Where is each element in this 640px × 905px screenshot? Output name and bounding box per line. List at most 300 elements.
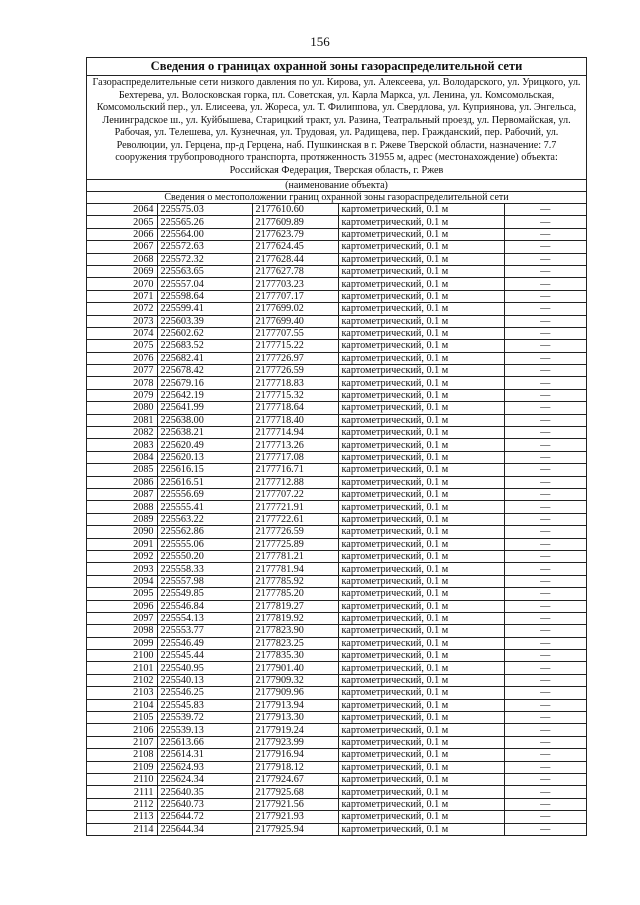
dash-cell: — xyxy=(504,550,586,562)
dash-cell: — xyxy=(504,687,586,699)
x-coordinate-cell: 225640.73 xyxy=(157,798,252,810)
dash-cell: — xyxy=(504,563,586,575)
dash-cell: — xyxy=(504,724,586,736)
method-cell: картометрический, 0.1 м xyxy=(338,439,504,451)
point-number-cell: 2101 xyxy=(87,662,157,674)
table-row xyxy=(87,451,586,463)
point-number-cell: 2089 xyxy=(87,513,157,525)
dash-cell: — xyxy=(504,650,586,662)
x-coordinate-cell: 225640.35 xyxy=(157,786,252,798)
dash-cell: — xyxy=(504,340,586,352)
x-coordinate-cell: 225546.25 xyxy=(157,687,252,699)
method-cell: картометрический, 0.1 м xyxy=(338,712,504,724)
table-row xyxy=(87,216,586,228)
dash-cell: — xyxy=(504,216,586,228)
point-number-cell: 2106 xyxy=(87,724,157,736)
y-coordinate-cell: 2177628.44 xyxy=(252,253,338,265)
point-number-cell: 2108 xyxy=(87,749,157,761)
y-coordinate-cell: 2177925.94 xyxy=(252,823,338,835)
dash-cell: — xyxy=(504,761,586,773)
point-number-cell: 2068 xyxy=(87,253,157,265)
point-number-cell: 2083 xyxy=(87,439,157,451)
dash-cell: — xyxy=(504,513,586,525)
point-number-cell: 2097 xyxy=(87,612,157,624)
y-coordinate-cell: 2177627.78 xyxy=(252,265,338,277)
method-cell: картометрический, 0.1 м xyxy=(338,204,504,216)
method-cell: картометрический, 0.1 м xyxy=(338,228,504,240)
x-coordinate-cell: 225613.66 xyxy=(157,736,252,748)
table-row xyxy=(87,550,586,562)
method-cell: картометрический, 0.1 м xyxy=(338,464,504,476)
point-number-cell: 2086 xyxy=(87,476,157,488)
point-number-cell: 2082 xyxy=(87,427,157,439)
y-coordinate-cell: 2177909.96 xyxy=(252,687,338,699)
x-coordinate-cell: 225638.00 xyxy=(157,414,252,426)
point-number-cell: 2073 xyxy=(87,315,157,327)
coordinates-table xyxy=(87,204,586,835)
point-number-cell: 2098 xyxy=(87,625,157,637)
page-number: 156 xyxy=(310,34,330,49)
table-row xyxy=(87,674,586,686)
x-coordinate-cell: 225546.84 xyxy=(157,600,252,612)
x-coordinate-cell: 225545.44 xyxy=(157,650,252,662)
table-row xyxy=(87,600,586,612)
table-row xyxy=(87,699,586,711)
x-coordinate-cell: 225575.03 xyxy=(157,204,252,216)
x-coordinate-cell: 225598.64 xyxy=(157,290,252,302)
method-cell: картометрический, 0.1 м xyxy=(338,476,504,488)
table-row xyxy=(87,736,586,748)
y-coordinate-cell: 2177609.89 xyxy=(252,216,338,228)
x-coordinate-cell: 225620.49 xyxy=(157,439,252,451)
x-coordinate-cell: 225641.99 xyxy=(157,402,252,414)
point-number-cell: 2087 xyxy=(87,488,157,500)
y-coordinate-cell: 2177819.27 xyxy=(252,600,338,612)
x-coordinate-cell: 225563.65 xyxy=(157,265,252,277)
x-coordinate-cell: 225545.83 xyxy=(157,699,252,711)
table-row xyxy=(87,575,586,587)
y-coordinate-cell: 2177713.26 xyxy=(252,439,338,451)
method-cell: картометрический, 0.1 м xyxy=(338,365,504,377)
point-number-cell: 2066 xyxy=(87,228,157,240)
dash-cell: — xyxy=(504,303,586,315)
table-row xyxy=(87,612,586,624)
x-coordinate-cell: 225565.26 xyxy=(157,216,252,228)
table-row xyxy=(87,278,586,290)
point-number-cell: 2109 xyxy=(87,761,157,773)
x-coordinate-cell: 225553.77 xyxy=(157,625,252,637)
dash-cell: — xyxy=(504,476,586,488)
dash-cell: — xyxy=(504,290,586,302)
point-number-cell: 2080 xyxy=(87,402,157,414)
y-coordinate-cell: 2177918.12 xyxy=(252,761,338,773)
x-coordinate-cell: 225572.63 xyxy=(157,241,252,253)
method-cell: картометрический, 0.1 м xyxy=(338,402,504,414)
point-number-cell: 2111 xyxy=(87,786,157,798)
x-coordinate-cell: 225602.62 xyxy=(157,327,252,339)
point-number-cell: 2114 xyxy=(87,823,157,835)
method-cell: картометрический, 0.1 м xyxy=(338,550,504,562)
point-number-cell: 2102 xyxy=(87,674,157,686)
point-number-cell: 2081 xyxy=(87,414,157,426)
x-coordinate-cell: 225539.13 xyxy=(157,724,252,736)
method-cell: картометрический, 0.1 м xyxy=(338,798,504,810)
point-number-cell: 2079 xyxy=(87,389,157,401)
x-coordinate-cell: 225679.16 xyxy=(157,377,252,389)
y-coordinate-cell: 2177718.64 xyxy=(252,402,338,414)
method-cell: картометрический, 0.1 м xyxy=(338,501,504,513)
point-number-cell: 2071 xyxy=(87,290,157,302)
dash-cell: — xyxy=(504,265,586,277)
table-row xyxy=(87,265,586,277)
dash-cell: — xyxy=(504,278,586,290)
table-row xyxy=(87,786,586,798)
method-cell: картометрический, 0.1 м xyxy=(338,216,504,228)
x-coordinate-cell: 225599.41 xyxy=(157,303,252,315)
dash-cell: — xyxy=(504,736,586,748)
method-cell: картометрический, 0.1 м xyxy=(338,563,504,575)
x-coordinate-cell: 225644.72 xyxy=(157,811,252,823)
x-coordinate-cell: 225557.98 xyxy=(157,575,252,587)
object-name-label: (наименование объекта) xyxy=(87,180,586,192)
dash-cell: — xyxy=(504,427,586,439)
x-coordinate-cell: 225554.13 xyxy=(157,612,252,624)
method-cell: картометрический, 0.1 м xyxy=(338,377,504,389)
table-row xyxy=(87,439,586,451)
table-row xyxy=(87,253,586,265)
y-coordinate-cell: 2177781.21 xyxy=(252,550,338,562)
y-coordinate-cell: 2177718.83 xyxy=(252,377,338,389)
y-coordinate-cell: 2177916.94 xyxy=(252,749,338,761)
dash-cell: — xyxy=(504,464,586,476)
point-number-cell: 2065 xyxy=(87,216,157,228)
table-row xyxy=(87,811,586,823)
table-row xyxy=(87,204,586,216)
method-cell: картометрический, 0.1 м xyxy=(338,736,504,748)
dash-cell: — xyxy=(504,674,586,686)
point-number-cell: 2078 xyxy=(87,377,157,389)
dash-cell: — xyxy=(504,662,586,674)
point-number-cell: 2113 xyxy=(87,811,157,823)
point-number-cell: 2105 xyxy=(87,712,157,724)
object-description: Газораспределительные сети низкого давления по ул. Кирова, ул. Алексеева, ул. Володарского, ул. Урицкого, ул. Бехтерева, ул. Волосковская горка, пл. Советская, ул. Карла Маркса, ул. Ленина, ул. Комсомольская, Комсомольский пер., ул. Елисеева, ул. Жореса, ул. Т. Филиппова, ул. Свердлова, ул. Куприянова, ул. Энгельса, Ленинградское ш., ул. Куйбышева, Старицкий тракт, ул. Разина, Театральный проезд, ул. Первомайская, ул. Рабочая, ул. Телешева, ул. Кузнечная, ул. Трудовая, ул. Радищева, пер. Гражданский, пер. Рабочий, ул. Революции, ул. Герцена, пр-д Герцена, наб. Пушкинская в г. Ржеве Тверской области, назначение: 7.7 сооружения трубопроводного транспорта, протяженность 31955 м, адрес (местонахождение) объекта: Российская Федерация, Тверская область, г. Ржев xyxy=(87,76,586,180)
x-coordinate-cell: 225546.49 xyxy=(157,637,252,649)
y-coordinate-cell: 2177919.24 xyxy=(252,724,338,736)
point-number-cell: 2090 xyxy=(87,526,157,538)
method-cell: картометрический, 0.1 м xyxy=(338,761,504,773)
y-coordinate-cell: 2177707.17 xyxy=(252,290,338,302)
method-cell: картометрический, 0.1 м xyxy=(338,414,504,426)
y-coordinate-cell: 2177726.97 xyxy=(252,352,338,364)
dash-cell: — xyxy=(504,526,586,538)
dash-cell: — xyxy=(504,241,586,253)
dash-cell: — xyxy=(504,749,586,761)
table-row xyxy=(87,588,586,600)
method-cell: картометрический, 0.1 м xyxy=(338,526,504,538)
point-number-cell: 2099 xyxy=(87,637,157,649)
table-row xyxy=(87,526,586,538)
dash-cell: — xyxy=(504,811,586,823)
table-row xyxy=(87,365,586,377)
dash-cell: — xyxy=(504,798,586,810)
method-cell: картометрический, 0.1 м xyxy=(338,352,504,364)
x-coordinate-cell: 225540.13 xyxy=(157,674,252,686)
method-cell: картометрический, 0.1 м xyxy=(338,488,504,500)
y-coordinate-cell: 2177721.91 xyxy=(252,501,338,513)
method-cell: картометрический, 0.1 м xyxy=(338,278,504,290)
method-cell: картометрический, 0.1 м xyxy=(338,265,504,277)
point-number-cell: 2107 xyxy=(87,736,157,748)
point-number-cell: 2072 xyxy=(87,303,157,315)
method-cell: картометрический, 0.1 м xyxy=(338,786,504,798)
dash-cell: — xyxy=(504,699,586,711)
x-coordinate-cell: 225616.15 xyxy=(157,464,252,476)
y-coordinate-cell: 2177699.02 xyxy=(252,303,338,315)
table-row xyxy=(87,712,586,724)
y-coordinate-cell: 2177715.32 xyxy=(252,389,338,401)
y-coordinate-cell: 2177835.30 xyxy=(252,650,338,662)
dash-cell: — xyxy=(504,315,586,327)
method-cell: картометрический, 0.1 м xyxy=(338,687,504,699)
table-row xyxy=(87,377,586,389)
x-coordinate-cell: 225614.31 xyxy=(157,749,252,761)
y-coordinate-cell: 2177703.23 xyxy=(252,278,338,290)
dash-cell: — xyxy=(504,612,586,624)
table-row xyxy=(87,724,586,736)
point-number-cell: 2094 xyxy=(87,575,157,587)
table-row xyxy=(87,625,586,637)
table-row xyxy=(87,303,586,315)
table-row xyxy=(87,637,586,649)
dash-cell: — xyxy=(504,823,586,835)
point-number-cell: 2103 xyxy=(87,687,157,699)
dash-cell: — xyxy=(504,501,586,513)
y-coordinate-cell: 2177717.08 xyxy=(252,451,338,463)
method-cell: картометрический, 0.1 м xyxy=(338,389,504,401)
x-coordinate-cell: 225564.00 xyxy=(157,228,252,240)
y-coordinate-cell: 2177925.68 xyxy=(252,786,338,798)
table-row xyxy=(87,352,586,364)
table-row xyxy=(87,414,586,426)
x-coordinate-cell: 225682.41 xyxy=(157,352,252,364)
point-number-cell: 2095 xyxy=(87,588,157,600)
dash-cell: — xyxy=(504,204,586,216)
method-cell: картометрический, 0.1 м xyxy=(338,253,504,265)
method-cell: картометрический, 0.1 м xyxy=(338,513,504,525)
method-cell: картометрический, 0.1 м xyxy=(338,823,504,835)
method-cell: картометрический, 0.1 м xyxy=(338,612,504,624)
table-row xyxy=(87,538,586,550)
x-coordinate-cell: 225620.13 xyxy=(157,451,252,463)
y-coordinate-cell: 2177624.45 xyxy=(252,241,338,253)
dash-cell: — xyxy=(504,637,586,649)
y-coordinate-cell: 2177901.40 xyxy=(252,662,338,674)
x-coordinate-cell: 225642.19 xyxy=(157,389,252,401)
table-row xyxy=(87,798,586,810)
method-cell: картометрический, 0.1 м xyxy=(338,575,504,587)
x-coordinate-cell: 225550.20 xyxy=(157,550,252,562)
method-cell: картометрический, 0.1 м xyxy=(338,699,504,711)
x-coordinate-cell: 225562.86 xyxy=(157,526,252,538)
dash-cell: — xyxy=(504,786,586,798)
table-row xyxy=(87,513,586,525)
point-number-cell: 2085 xyxy=(87,464,157,476)
y-coordinate-cell: 2177785.20 xyxy=(252,588,338,600)
method-cell: картометрический, 0.1 м xyxy=(338,811,504,823)
method-cell: картометрический, 0.1 м xyxy=(338,290,504,302)
method-cell: картометрический, 0.1 м xyxy=(338,427,504,439)
dash-cell: — xyxy=(504,488,586,500)
dash-cell: — xyxy=(504,389,586,401)
point-number-cell: 2100 xyxy=(87,650,157,662)
document-title: Сведения о границах охранной зоны газораспределительной сети xyxy=(87,58,586,76)
point-number-cell: 2074 xyxy=(87,327,157,339)
dash-cell: — xyxy=(504,228,586,240)
y-coordinate-cell: 2177716.71 xyxy=(252,464,338,476)
y-coordinate-cell: 2177623.79 xyxy=(252,228,338,240)
y-coordinate-cell: 2177913.30 xyxy=(252,712,338,724)
table-row xyxy=(87,228,586,240)
x-coordinate-cell: 225624.34 xyxy=(157,773,252,785)
dash-cell: — xyxy=(504,402,586,414)
y-coordinate-cell: 2177921.93 xyxy=(252,811,338,823)
dash-cell: — xyxy=(504,538,586,550)
point-number-cell: 2077 xyxy=(87,365,157,377)
method-cell: картометрический, 0.1 м xyxy=(338,588,504,600)
y-coordinate-cell: 2177610.60 xyxy=(252,204,338,216)
dash-cell: — xyxy=(504,773,586,785)
y-coordinate-cell: 2177715.22 xyxy=(252,340,338,352)
dash-cell: — xyxy=(504,352,586,364)
y-coordinate-cell: 2177718.40 xyxy=(252,414,338,426)
method-cell: картометрический, 0.1 м xyxy=(338,600,504,612)
y-coordinate-cell: 2177923.99 xyxy=(252,736,338,748)
table-row xyxy=(87,761,586,773)
x-coordinate-cell: 225638.21 xyxy=(157,427,252,439)
table-row xyxy=(87,563,586,575)
point-number-cell: 2070 xyxy=(87,278,157,290)
y-coordinate-cell: 2177714.94 xyxy=(252,427,338,439)
method-cell: картометрический, 0.1 м xyxy=(338,327,504,339)
table-row xyxy=(87,749,586,761)
table-row xyxy=(87,427,586,439)
method-cell: картометрический, 0.1 м xyxy=(338,303,504,315)
method-cell: картометрический, 0.1 м xyxy=(338,724,504,736)
dash-cell: — xyxy=(504,588,586,600)
y-coordinate-cell: 2177924.67 xyxy=(252,773,338,785)
method-cell: картометрический, 0.1 м xyxy=(338,674,504,686)
x-coordinate-cell: 225603.39 xyxy=(157,315,252,327)
method-cell: картометрический, 0.1 м xyxy=(338,650,504,662)
point-number-cell: 2110 xyxy=(87,773,157,785)
x-coordinate-cell: 225556.69 xyxy=(157,488,252,500)
y-coordinate-cell: 2177785.92 xyxy=(252,575,338,587)
y-coordinate-cell: 2177823.90 xyxy=(252,625,338,637)
x-coordinate-cell: 225555.06 xyxy=(157,538,252,550)
table-row xyxy=(87,650,586,662)
table-row xyxy=(87,823,586,835)
y-coordinate-cell: 2177921.56 xyxy=(252,798,338,810)
point-number-cell: 2104 xyxy=(87,699,157,711)
dash-cell: — xyxy=(504,253,586,265)
table-row xyxy=(87,476,586,488)
point-number-cell: 2112 xyxy=(87,798,157,810)
y-coordinate-cell: 2177819.92 xyxy=(252,612,338,624)
point-number-cell: 2067 xyxy=(87,241,157,253)
dash-cell: — xyxy=(504,377,586,389)
x-coordinate-cell: 225644.34 xyxy=(157,823,252,835)
point-number-cell: 2096 xyxy=(87,600,157,612)
point-number-cell: 2091 xyxy=(87,538,157,550)
x-coordinate-cell: 225549.85 xyxy=(157,588,252,600)
y-coordinate-cell: 2177707.55 xyxy=(252,327,338,339)
method-cell: картометрический, 0.1 м xyxy=(338,451,504,463)
point-number-cell: 2092 xyxy=(87,550,157,562)
dash-cell: — xyxy=(504,327,586,339)
table-row xyxy=(87,389,586,401)
y-coordinate-cell: 2177699.40 xyxy=(252,315,338,327)
dash-cell: — xyxy=(504,439,586,451)
zone-document xyxy=(86,57,587,836)
dash-cell: — xyxy=(504,625,586,637)
method-cell: картометрический, 0.1 м xyxy=(338,625,504,637)
table-row xyxy=(87,402,586,414)
table-row xyxy=(87,315,586,327)
point-number-cell: 2093 xyxy=(87,563,157,575)
dash-cell: — xyxy=(504,414,586,426)
y-coordinate-cell: 2177913.94 xyxy=(252,699,338,711)
x-coordinate-cell: 225572.32 xyxy=(157,253,252,265)
y-coordinate-cell: 2177823.25 xyxy=(252,637,338,649)
point-number-cell: 2076 xyxy=(87,352,157,364)
method-cell: картометрический, 0.1 м xyxy=(338,538,504,550)
table-row xyxy=(87,340,586,352)
x-coordinate-cell: 225540.95 xyxy=(157,662,252,674)
x-coordinate-cell: 225555.41 xyxy=(157,501,252,513)
table-row xyxy=(87,327,586,339)
method-cell: картометрический, 0.1 м xyxy=(338,749,504,761)
x-coordinate-cell: 225557.04 xyxy=(157,278,252,290)
method-cell: картометрический, 0.1 м xyxy=(338,662,504,674)
y-coordinate-cell: 2177707.22 xyxy=(252,488,338,500)
point-number-cell: 2064 xyxy=(87,204,157,216)
x-coordinate-cell: 225616.51 xyxy=(157,476,252,488)
x-coordinate-cell: 225683.52 xyxy=(157,340,252,352)
dash-cell: — xyxy=(504,600,586,612)
x-coordinate-cell: 225624.93 xyxy=(157,761,252,773)
point-number-cell: 2084 xyxy=(87,451,157,463)
table-row xyxy=(87,290,586,302)
y-coordinate-cell: 2177722.61 xyxy=(252,513,338,525)
x-coordinate-cell: 225678.42 xyxy=(157,365,252,377)
table-row xyxy=(87,687,586,699)
x-coordinate-cell: 225558.33 xyxy=(157,563,252,575)
x-coordinate-cell: 225539.72 xyxy=(157,712,252,724)
y-coordinate-cell: 2177781.94 xyxy=(252,563,338,575)
method-cell: картометрический, 0.1 м xyxy=(338,773,504,785)
x-coordinate-cell: 225563.22 xyxy=(157,513,252,525)
y-coordinate-cell: 2177726.59 xyxy=(252,365,338,377)
y-coordinate-cell: 2177725.89 xyxy=(252,538,338,550)
table-row xyxy=(87,464,586,476)
dash-cell: — xyxy=(504,451,586,463)
y-coordinate-cell: 2177726.59 xyxy=(252,526,338,538)
method-cell: картометрический, 0.1 м xyxy=(338,315,504,327)
method-cell: картометрический, 0.1 м xyxy=(338,637,504,649)
point-number-cell: 2075 xyxy=(87,340,157,352)
dash-cell: — xyxy=(504,712,586,724)
table-row xyxy=(87,501,586,513)
